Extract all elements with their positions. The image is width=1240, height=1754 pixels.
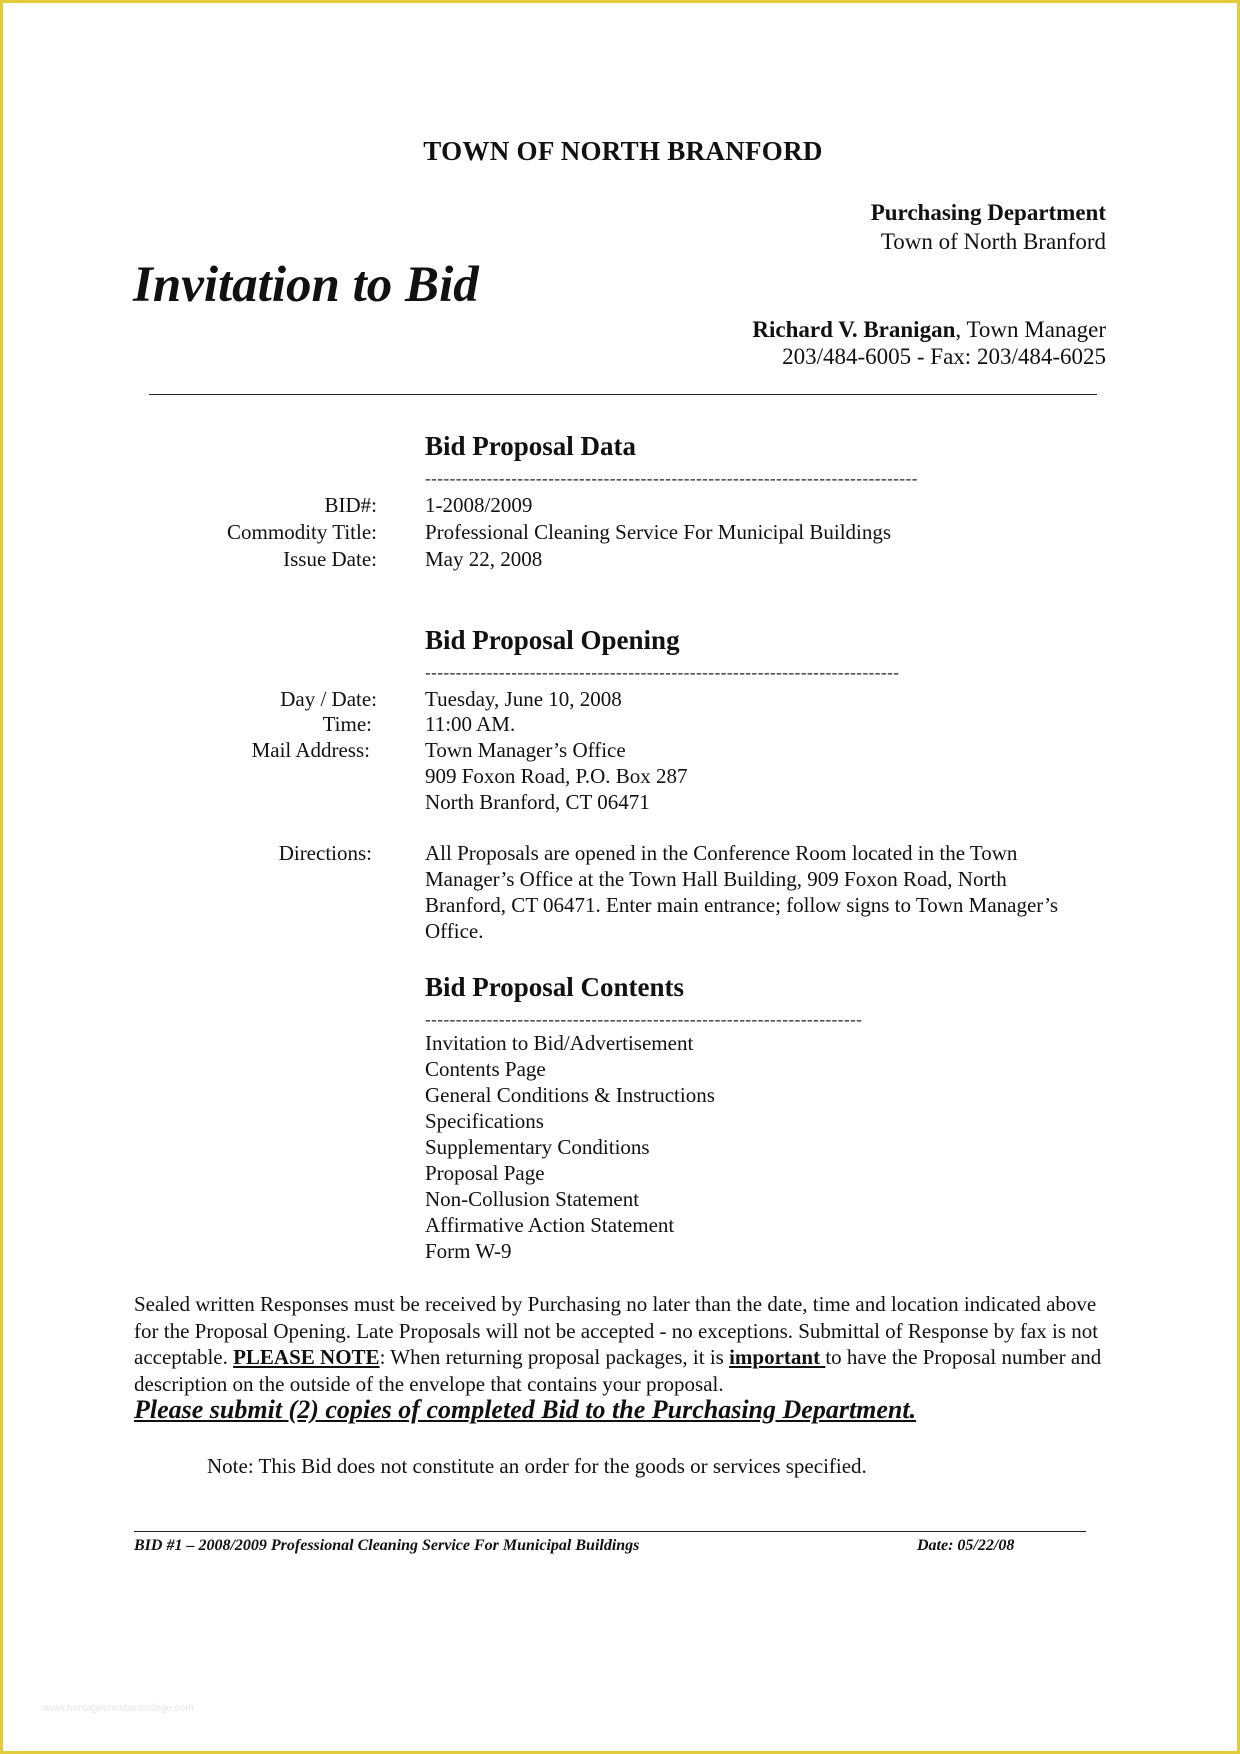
contents-item: Invitation to Bid/Advertisement: [425, 1031, 694, 1055]
contents-dashes: -----------------------------------------------------------------------: [425, 1010, 863, 1029]
manager-title: , Town Manager: [955, 317, 1106, 342]
contents-item: Proposal Page: [425, 1161, 545, 1185]
manager-line: [752, 317, 1106, 343]
data-dashes: --------------------------------------------------------------------------------: [425, 469, 918, 488]
contents-item: Affirmative Action Statement: [425, 1213, 675, 1237]
time-label: Time:: [322, 712, 372, 736]
watermark: www.heritagechristiancollege.com: [43, 1703, 194, 1714]
data-heading: Bid Proposal Data: [425, 431, 637, 461]
footer-divider: [134, 1531, 1086, 1532]
instructions-text-2: : When returning proposal packages, it is: [379, 1345, 730, 1369]
town-title: TOWN OF NORTH BRANFORD: [423, 136, 823, 166]
footer-bid-title: BID #1 – 2008/2009 Professional Cleaning Service For Municipal Buildings: [134, 1537, 640, 1554]
mail-line: North Branford, CT 06471: [425, 790, 650, 814]
opening-heading: Bid Proposal Opening: [425, 625, 680, 655]
directions-line: Office.: [425, 919, 484, 943]
phone-fax: 203/484-6005 - Fax: 203/484-6025: [782, 344, 1106, 369]
commodity-title-label: Commodity Title:: [227, 520, 377, 544]
footer-date: Date: 05/22/08: [917, 1537, 1015, 1554]
bid-number-value: 1-2008/2009: [425, 493, 533, 517]
order-disclaimer: Note: This Bid does not constitute an order for the goods or services specified.: [207, 1454, 867, 1478]
department-name: Purchasing Department: [870, 200, 1106, 225]
mail-line: Town Manager’s Office: [425, 738, 626, 762]
directions-line: All Proposals are opened in the Conference Room located in the Town: [425, 841, 1018, 865]
header-divider: [149, 394, 1097, 395]
day-date-label: Day / Date:: [280, 687, 377, 711]
contents-item: Specifications: [425, 1109, 544, 1133]
directions-line: Branford, CT 06471. Enter main entrance; follow signs to Town Manager’s: [425, 893, 1059, 917]
instructions-paragraph: [134, 1291, 1114, 1397]
mail-line: 909 Foxon Road, P.O. Box 287: [425, 764, 688, 788]
submit-copies-notice: Please submit (2) copies of completed Bid to the Purchasing Department.: [134, 1395, 917, 1424]
bid-number-label: BID#:: [324, 493, 377, 517]
contents-item: General Conditions & Instructions: [425, 1083, 715, 1107]
opening-dashes: -----------------------------------------------------------------------------: [425, 663, 900, 682]
document-title: Invitation to Bid: [133, 257, 479, 313]
contents-item: Non-Collusion Statement: [425, 1187, 640, 1211]
please-note-label: PLEASE NOTE: [233, 1345, 380, 1369]
instructions-text-3: to have the Proposal number and description on the outside of the envelope that contains your proposal.: [134, 1345, 1102, 1396]
contents-heading: Bid Proposal Contents: [425, 972, 685, 1002]
directions-label: Directions:: [278, 841, 372, 865]
issue-date-label: Issue Date:: [283, 547, 377, 571]
contents-list: [425, 1030, 715, 1264]
manager-name: Richard V. Branigan: [752, 317, 956, 342]
instructions-text-1: Sealed written Responses must be received by Purchasing no later than the date, time and location indicated above for the Proposal Opening. Late Proposals will not be accepted - no exceptions. Submittal of Response by fax is not acceptable.: [134, 1292, 1099, 1369]
mail-address: [425, 737, 688, 815]
contents-item: Contents Page: [425, 1057, 546, 1081]
directions-text: [425, 840, 1058, 944]
contents-item: Form W-9: [425, 1239, 512, 1263]
commodity-title-value: Professional Cleaning Service For Municipal Buildings: [425, 520, 892, 544]
directions-line: Manager’s Office at the Town Hall Building, 909 Foxon Road, North: [425, 867, 1007, 891]
time-value: 11:00 AM.: [425, 712, 516, 736]
day-date-value: Tuesday, June 10, 2008: [425, 687, 622, 711]
contents-item: Supplementary Conditions: [425, 1135, 650, 1159]
issue-date-value: May 22, 2008: [425, 547, 543, 571]
department-subtitle: Town of North Branford: [880, 229, 1106, 254]
mail-address-label: Mail Address:: [251, 738, 370, 762]
important-label: important: [729, 1345, 826, 1369]
